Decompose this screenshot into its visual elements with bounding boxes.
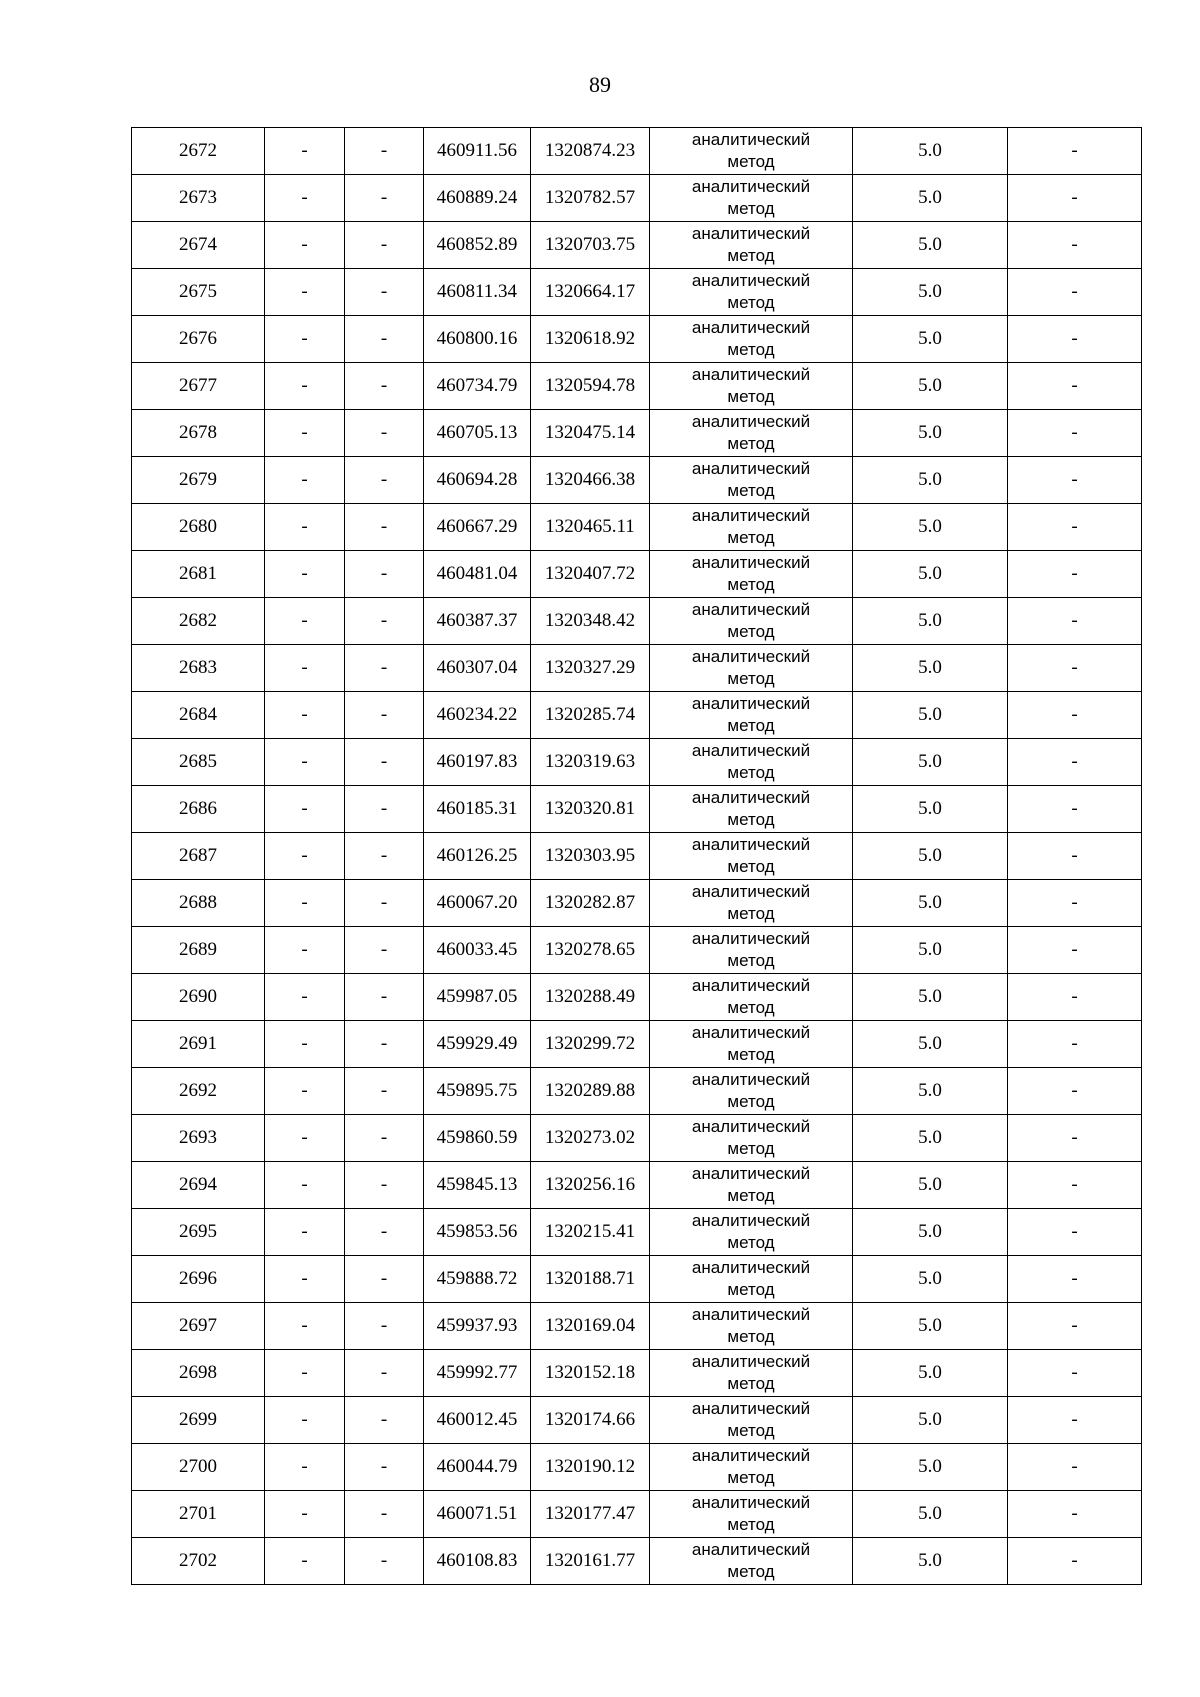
blank-cell-c: - (1008, 739, 1142, 786)
blank-cell-b: - (345, 1350, 424, 1397)
blank-cell-b: - (345, 692, 424, 739)
point-number-cell: 2701 (132, 1491, 265, 1538)
blank-cell-b: - (345, 316, 424, 363)
blank-cell-a: - (265, 833, 345, 880)
table-row (132, 1068, 1142, 1115)
blank-cell-a: - (265, 598, 345, 645)
blank-cell-b: - (345, 598, 424, 645)
blank-cell-c: - (1008, 222, 1142, 269)
x-coordinate-cell: 460852.89 (424, 222, 531, 269)
point-number-cell: 2677 (132, 363, 265, 410)
table-row (132, 1491, 1142, 1538)
blank-cell-b: - (345, 1491, 424, 1538)
blank-cell-a: - (265, 786, 345, 833)
blank-cell-b: - (345, 1021, 424, 1068)
table-row (132, 175, 1142, 222)
x-coordinate-cell: 460108.83 (424, 1538, 531, 1585)
blank-cell-b: - (345, 1444, 424, 1491)
blank-cell-b: - (345, 974, 424, 1021)
accuracy-cell: 5.0 (853, 598, 1008, 645)
blank-cell-a: - (265, 1397, 345, 1444)
accuracy-cell: 5.0 (853, 1444, 1008, 1491)
accuracy-cell: 5.0 (853, 1162, 1008, 1209)
point-number-cell: 2681 (132, 551, 265, 598)
table-row (132, 1162, 1142, 1209)
y-coordinate-cell: 1320273.02 (531, 1115, 650, 1162)
blank-cell-c: - (1008, 880, 1142, 927)
method-cell: аналитический метод (650, 269, 853, 316)
y-coordinate-cell: 1320303.95 (531, 833, 650, 880)
y-coordinate-cell: 1320703.75 (531, 222, 650, 269)
blank-cell-b: - (345, 504, 424, 551)
blank-cell-a: - (265, 927, 345, 974)
table-row (132, 974, 1142, 1021)
blank-cell-c: - (1008, 1303, 1142, 1350)
blank-cell-a: - (265, 222, 345, 269)
x-coordinate-cell: 460044.79 (424, 1444, 531, 1491)
y-coordinate-cell: 1320285.74 (531, 692, 650, 739)
method-cell: аналитический метод (650, 1162, 853, 1209)
blank-cell-b: - (345, 1209, 424, 1256)
accuracy-cell: 5.0 (853, 551, 1008, 598)
y-coordinate-cell: 1320327.29 (531, 645, 650, 692)
point-number-cell: 2685 (132, 739, 265, 786)
blank-cell-c: - (1008, 598, 1142, 645)
method-cell: аналитический метод (650, 974, 853, 1021)
accuracy-cell: 5.0 (853, 457, 1008, 504)
y-coordinate-cell: 1320152.18 (531, 1350, 650, 1397)
accuracy-cell: 5.0 (853, 316, 1008, 363)
table-row (132, 645, 1142, 692)
blank-cell-a: - (265, 1209, 345, 1256)
blank-cell-c: - (1008, 457, 1142, 504)
table-row (132, 222, 1142, 269)
table-row (132, 1538, 1142, 1585)
accuracy-cell: 5.0 (853, 927, 1008, 974)
method-cell: аналитический метод (650, 880, 853, 927)
point-number-cell: 2675 (132, 269, 265, 316)
point-number-cell: 2691 (132, 1021, 265, 1068)
method-cell: аналитический метод (650, 927, 853, 974)
y-coordinate-cell: 1320256.16 (531, 1162, 650, 1209)
point-number-cell: 2699 (132, 1397, 265, 1444)
method-cell: аналитический метод (650, 175, 853, 222)
method-cell: аналитический метод (650, 1350, 853, 1397)
x-coordinate-cell: 459895.75 (424, 1068, 531, 1115)
y-coordinate-cell: 1320782.57 (531, 175, 650, 222)
blank-cell-a: - (265, 880, 345, 927)
y-coordinate-cell: 1320594.78 (531, 363, 650, 410)
point-number-cell: 2673 (132, 175, 265, 222)
blank-cell-c: - (1008, 833, 1142, 880)
point-number-cell: 2672 (132, 128, 265, 175)
accuracy-cell: 5.0 (853, 504, 1008, 551)
y-coordinate-cell: 1320618.92 (531, 316, 650, 363)
blank-cell-a: - (265, 269, 345, 316)
point-number-cell: 2680 (132, 504, 265, 551)
x-coordinate-cell: 460694.28 (424, 457, 531, 504)
blank-cell-a: - (265, 316, 345, 363)
x-coordinate-cell: 460811.34 (424, 269, 531, 316)
accuracy-cell: 5.0 (853, 1209, 1008, 1256)
blank-cell-c: - (1008, 1491, 1142, 1538)
table-row (132, 1256, 1142, 1303)
accuracy-cell: 5.0 (853, 1068, 1008, 1115)
method-cell: аналитический метод (650, 1397, 853, 1444)
blank-cell-b: - (345, 1303, 424, 1350)
blank-cell-b: - (345, 927, 424, 974)
blank-cell-a: - (265, 504, 345, 551)
accuracy-cell: 5.0 (853, 128, 1008, 175)
accuracy-cell: 5.0 (853, 1256, 1008, 1303)
blank-cell-a: - (265, 1068, 345, 1115)
point-number-cell: 2692 (132, 1068, 265, 1115)
blank-cell-c: - (1008, 1115, 1142, 1162)
table-row (132, 504, 1142, 551)
x-coordinate-cell: 459888.72 (424, 1256, 531, 1303)
table-row (132, 1115, 1142, 1162)
table-row (132, 551, 1142, 598)
x-coordinate-cell: 459992.77 (424, 1350, 531, 1397)
y-coordinate-cell: 1320874.23 (531, 128, 650, 175)
table-row (132, 927, 1142, 974)
blank-cell-a: - (265, 1303, 345, 1350)
point-number-cell: 2682 (132, 598, 265, 645)
y-coordinate-cell: 1320282.87 (531, 880, 650, 927)
blank-cell-b: - (345, 269, 424, 316)
blank-cell-c: - (1008, 1350, 1142, 1397)
y-coordinate-cell: 1320320.81 (531, 786, 650, 833)
y-coordinate-cell: 1320466.38 (531, 457, 650, 504)
y-coordinate-cell: 1320161.77 (531, 1538, 650, 1585)
x-coordinate-cell: 459845.13 (424, 1162, 531, 1209)
blank-cell-c: - (1008, 316, 1142, 363)
y-coordinate-cell: 1320188.71 (531, 1256, 650, 1303)
blank-cell-b: - (345, 1538, 424, 1585)
blank-cell-b: - (345, 551, 424, 598)
y-coordinate-cell: 1320465.11 (531, 504, 650, 551)
blank-cell-c: - (1008, 1068, 1142, 1115)
blank-cell-b: - (345, 880, 424, 927)
blank-cell-c: - (1008, 1209, 1142, 1256)
point-number-cell: 2679 (132, 457, 265, 504)
blank-cell-c: - (1008, 175, 1142, 222)
point-number-cell: 2674 (132, 222, 265, 269)
blank-cell-b: - (345, 786, 424, 833)
x-coordinate-cell: 460197.83 (424, 739, 531, 786)
point-number-cell: 2676 (132, 316, 265, 363)
x-coordinate-cell: 460185.31 (424, 786, 531, 833)
accuracy-cell: 5.0 (853, 974, 1008, 1021)
point-number-cell: 2687 (132, 833, 265, 880)
table-row (132, 880, 1142, 927)
blank-cell-a: - (265, 128, 345, 175)
table-row (132, 1021, 1142, 1068)
method-cell: аналитический метод (650, 1021, 853, 1068)
x-coordinate-cell: 459860.59 (424, 1115, 531, 1162)
point-number-cell: 2695 (132, 1209, 265, 1256)
y-coordinate-cell: 1320169.04 (531, 1303, 650, 1350)
y-coordinate-cell: 1320215.41 (531, 1209, 650, 1256)
point-number-cell: 2698 (132, 1350, 265, 1397)
x-coordinate-cell: 460033.45 (424, 927, 531, 974)
blank-cell-c: - (1008, 927, 1142, 974)
blank-cell-b: - (345, 1397, 424, 1444)
table-row (132, 269, 1142, 316)
point-number-cell: 2702 (132, 1538, 265, 1585)
x-coordinate-cell: 460800.16 (424, 316, 531, 363)
blank-cell-a: - (265, 1021, 345, 1068)
method-cell: аналитический метод (650, 504, 853, 551)
x-coordinate-cell: 460705.13 (424, 410, 531, 457)
method-cell: аналитический метод (650, 598, 853, 645)
y-coordinate-cell: 1320190.12 (531, 1444, 650, 1491)
x-coordinate-cell: 459987.05 (424, 974, 531, 1021)
blank-cell-c: - (1008, 645, 1142, 692)
table-row (132, 833, 1142, 880)
y-coordinate-cell: 1320348.42 (531, 598, 650, 645)
method-cell: аналитический метод (650, 1068, 853, 1115)
page-number: 89 (589, 72, 611, 97)
accuracy-cell: 5.0 (853, 692, 1008, 739)
blank-cell-c: - (1008, 551, 1142, 598)
blank-cell-c: - (1008, 1021, 1142, 1068)
blank-cell-a: - (265, 1115, 345, 1162)
x-coordinate-cell: 460126.25 (424, 833, 531, 880)
point-number-cell: 2694 (132, 1162, 265, 1209)
x-coordinate-cell: 460234.22 (424, 692, 531, 739)
point-number-cell: 2689 (132, 927, 265, 974)
blank-cell-c: - (1008, 1444, 1142, 1491)
method-cell: аналитический метод (650, 739, 853, 786)
accuracy-cell: 5.0 (853, 1491, 1008, 1538)
table-row (132, 363, 1142, 410)
blank-cell-c: - (1008, 128, 1142, 175)
method-cell: аналитический метод (650, 1538, 853, 1585)
accuracy-cell: 5.0 (853, 1303, 1008, 1350)
blank-cell-b: - (345, 410, 424, 457)
x-coordinate-cell: 460012.45 (424, 1397, 531, 1444)
accuracy-cell: 5.0 (853, 786, 1008, 833)
blank-cell-a: - (265, 1350, 345, 1397)
method-cell: аналитический метод (650, 786, 853, 833)
method-cell: аналитический метод (650, 222, 853, 269)
method-cell: аналитический метод (650, 645, 853, 692)
x-coordinate-cell: 460667.29 (424, 504, 531, 551)
table-row (132, 598, 1142, 645)
x-coordinate-cell: 460734.79 (424, 363, 531, 410)
y-coordinate-cell: 1320288.49 (531, 974, 650, 1021)
accuracy-cell: 5.0 (853, 363, 1008, 410)
x-coordinate-cell: 460067.20 (424, 880, 531, 927)
x-coordinate-cell: 460911.56 (424, 128, 531, 175)
table-row (132, 1303, 1142, 1350)
blank-cell-c: - (1008, 1256, 1142, 1303)
blank-cell-a: - (265, 974, 345, 1021)
blank-cell-a: - (265, 645, 345, 692)
blank-cell-c: - (1008, 692, 1142, 739)
point-number-cell: 2700 (132, 1444, 265, 1491)
method-cell: аналитический метод (650, 410, 853, 457)
table-row (132, 1209, 1142, 1256)
point-number-cell: 2693 (132, 1115, 265, 1162)
blank-cell-c: - (1008, 974, 1142, 1021)
method-cell: аналитический метод (650, 316, 853, 363)
accuracy-cell: 5.0 (853, 1021, 1008, 1068)
blank-cell-b: - (345, 222, 424, 269)
blank-cell-c: - (1008, 1397, 1142, 1444)
x-coordinate-cell: 460071.51 (424, 1491, 531, 1538)
method-cell: аналитический метод (650, 1115, 853, 1162)
point-number-cell: 2696 (132, 1256, 265, 1303)
blank-cell-a: - (265, 1256, 345, 1303)
x-coordinate-cell: 459937.93 (424, 1303, 531, 1350)
blank-cell-a: - (265, 1538, 345, 1585)
table-row (132, 457, 1142, 504)
blank-cell-c: - (1008, 1162, 1142, 1209)
accuracy-cell: 5.0 (853, 175, 1008, 222)
method-cell: аналитический метод (650, 1444, 853, 1491)
blank-cell-b: - (345, 128, 424, 175)
y-coordinate-cell: 1320407.72 (531, 551, 650, 598)
accuracy-cell: 5.0 (853, 269, 1008, 316)
blank-cell-a: - (265, 551, 345, 598)
point-number-cell: 2690 (132, 974, 265, 1021)
blank-cell-b: - (345, 739, 424, 786)
method-cell: аналитический метод (650, 1209, 853, 1256)
method-cell: аналитический метод (650, 833, 853, 880)
point-number-cell: 2697 (132, 1303, 265, 1350)
blank-cell-c: - (1008, 504, 1142, 551)
method-cell: аналитический метод (650, 363, 853, 410)
accuracy-cell: 5.0 (853, 645, 1008, 692)
y-coordinate-cell: 1320475.14 (531, 410, 650, 457)
blank-cell-b: - (345, 1115, 424, 1162)
x-coordinate-cell: 460387.37 (424, 598, 531, 645)
accuracy-cell: 5.0 (853, 739, 1008, 786)
y-coordinate-cell: 1320299.72 (531, 1021, 650, 1068)
accuracy-cell: 5.0 (853, 1397, 1008, 1444)
accuracy-cell: 5.0 (853, 880, 1008, 927)
method-cell: аналитический метод (650, 1303, 853, 1350)
blank-cell-a: - (265, 1491, 345, 1538)
x-coordinate-cell: 459853.56 (424, 1209, 531, 1256)
table-row (132, 128, 1142, 175)
method-cell: аналитический метод (650, 457, 853, 504)
table-row (132, 316, 1142, 363)
table-row (132, 786, 1142, 833)
point-number-cell: 2684 (132, 692, 265, 739)
blank-cell-c: - (1008, 269, 1142, 316)
method-cell: аналитический метод (650, 551, 853, 598)
method-cell: аналитический метод (650, 1491, 853, 1538)
blank-cell-b: - (345, 833, 424, 880)
blank-cell-b: - (345, 457, 424, 504)
blank-cell-a: - (265, 363, 345, 410)
y-coordinate-cell: 1320319.63 (531, 739, 650, 786)
blank-cell-a: - (265, 457, 345, 504)
blank-cell-a: - (265, 410, 345, 457)
table-row (132, 1350, 1142, 1397)
accuracy-cell: 5.0 (853, 833, 1008, 880)
table-row (132, 692, 1142, 739)
x-coordinate-cell: 460481.04 (424, 551, 531, 598)
blank-cell-c: - (1008, 1538, 1142, 1585)
blank-cell-b: - (345, 1068, 424, 1115)
table-row (132, 1444, 1142, 1491)
blank-cell-b: - (345, 175, 424, 222)
table-row (132, 1397, 1142, 1444)
accuracy-cell: 5.0 (853, 1115, 1008, 1162)
blank-cell-b: - (345, 363, 424, 410)
method-cell: аналитический метод (650, 128, 853, 175)
blank-cell-a: - (265, 739, 345, 786)
x-coordinate-cell: 460307.04 (424, 645, 531, 692)
accuracy-cell: 5.0 (853, 1538, 1008, 1585)
y-coordinate-cell: 1320289.88 (531, 1068, 650, 1115)
accuracy-cell: 5.0 (853, 410, 1008, 457)
y-coordinate-cell: 1320278.65 (531, 927, 650, 974)
point-number-cell: 2688 (132, 880, 265, 927)
y-coordinate-cell: 1320177.47 (531, 1491, 650, 1538)
method-cell: аналитический метод (650, 1256, 853, 1303)
blank-cell-c: - (1008, 786, 1142, 833)
blank-cell-a: - (265, 175, 345, 222)
blank-cell-c: - (1008, 410, 1142, 457)
y-coordinate-cell: 1320664.17 (531, 269, 650, 316)
y-coordinate-cell: 1320174.66 (531, 1397, 650, 1444)
coordinates-table (131, 127, 1142, 1585)
accuracy-cell: 5.0 (853, 1350, 1008, 1397)
table-body (132, 128, 1142, 1585)
table-row (132, 739, 1142, 786)
x-coordinate-cell: 459929.49 (424, 1021, 531, 1068)
x-coordinate-cell: 460889.24 (424, 175, 531, 222)
blank-cell-b: - (345, 1162, 424, 1209)
blank-cell-a: - (265, 1444, 345, 1491)
blank-cell-b: - (345, 645, 424, 692)
blank-cell-a: - (265, 1162, 345, 1209)
point-number-cell: 2678 (132, 410, 265, 457)
method-cell: аналитический метод (650, 692, 853, 739)
point-number-cell: 2686 (132, 786, 265, 833)
blank-cell-a: - (265, 692, 345, 739)
point-number-cell: 2683 (132, 645, 265, 692)
accuracy-cell: 5.0 (853, 222, 1008, 269)
blank-cell-b: - (345, 1256, 424, 1303)
table-row (132, 410, 1142, 457)
blank-cell-c: - (1008, 363, 1142, 410)
